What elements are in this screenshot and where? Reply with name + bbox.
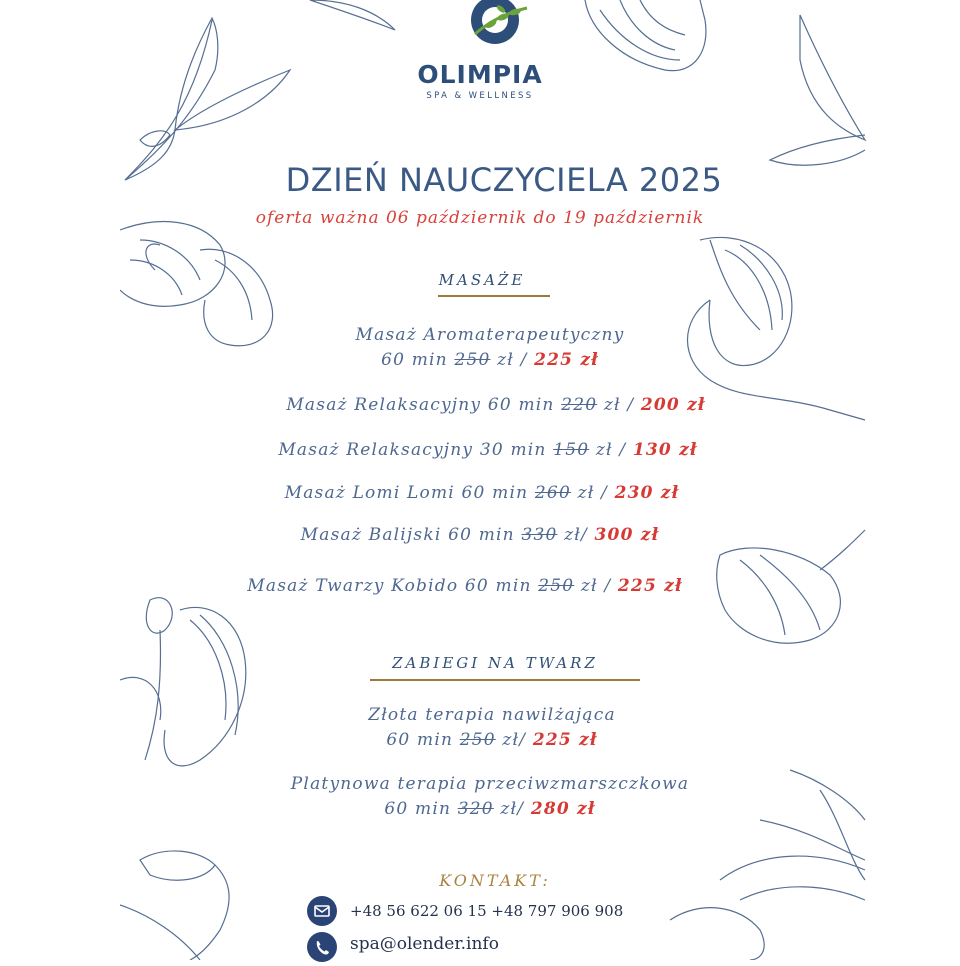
massage-item (2, 483, 960, 503)
massages-divider (438, 295, 550, 297)
new-price: 230 zł (614, 483, 680, 503)
phone-icon (307, 932, 337, 962)
massage-item-price (10, 350, 960, 370)
price-separator: zł/ (557, 525, 595, 545)
facial-item-price (12, 730, 960, 750)
old-price: 250 (459, 730, 496, 750)
brand-name: OLIMPIA (417, 60, 543, 89)
price-separator: zł / (570, 483, 615, 503)
old-price: 330 (521, 525, 558, 545)
new-price: 200 zł (640, 395, 706, 415)
duration: 60 min (386, 730, 454, 750)
new-price: 280 zł (530, 799, 596, 819)
price-separator: zł/ (495, 730, 533, 750)
massage-item (8, 440, 960, 460)
logo-icon (461, 0, 531, 52)
new-price: 300 zł (594, 525, 660, 545)
item-name: Masaż Relaksacyjny 30 min (278, 440, 547, 460)
old-price: 320 (457, 799, 494, 819)
price-separator: zł / (490, 350, 535, 370)
item-name: Masaż Balijski 60 min (300, 525, 515, 545)
price-separator: zł / (574, 576, 618, 596)
new-price: 225 zł (617, 576, 683, 596)
contact-heading: KONTAKT: (439, 871, 551, 890)
item-name: Masaż Twarzy Kobido 60 min (247, 576, 532, 596)
contact-email[interactable]: spa@olender.info (350, 934, 499, 954)
facial-item-name: Platynowa terapia przeciwzmarszczkowa (290, 774, 690, 794)
duration: 60 min (384, 799, 452, 819)
item-name: Masaż Lomi Lomi 60 min (284, 483, 529, 503)
duration: 60 min (381, 350, 448, 370)
new-price: 225 zł (532, 730, 598, 750)
page-title: DZIEŃ NAUCZYCIELA 2025 (285, 161, 723, 199)
facial-heading: ZABIEGI NA TWARZ (392, 654, 598, 672)
facial-item-name: Złota terapia nawilżająca (368, 705, 616, 725)
price-separator: zł / (597, 395, 641, 415)
facial-divider (370, 679, 640, 681)
massage-item (0, 525, 960, 545)
massage-item-name: Masaż Aromaterapeutyczny (355, 325, 625, 345)
massage-item (16, 395, 960, 415)
item-name: Masaż Relaksacyjny 60 min (286, 395, 555, 415)
email-icon (307, 896, 337, 926)
massage-item (0, 576, 945, 596)
price-separator: zł/ (493, 799, 531, 819)
massages-heading: MASAŻE (438, 271, 526, 289)
contact-phones[interactable]: +48 56 622 06 15 +48 797 906 908 (350, 902, 624, 920)
old-price: 260 (534, 483, 571, 503)
price-separator: zł / (589, 440, 633, 460)
old-price: 250 (454, 350, 491, 370)
facial-item-price (10, 799, 960, 819)
new-price: 130 zł (632, 440, 698, 460)
new-price: 225 zł (534, 350, 599, 370)
offer-validity: oferta ważna 06 październik do 19 październik (255, 208, 705, 228)
old-price: 250 (538, 576, 575, 596)
old-price: 150 (553, 440, 590, 460)
brand-subtitle: SPA & WELLNESS (426, 91, 534, 101)
old-price: 220 (561, 395, 598, 415)
